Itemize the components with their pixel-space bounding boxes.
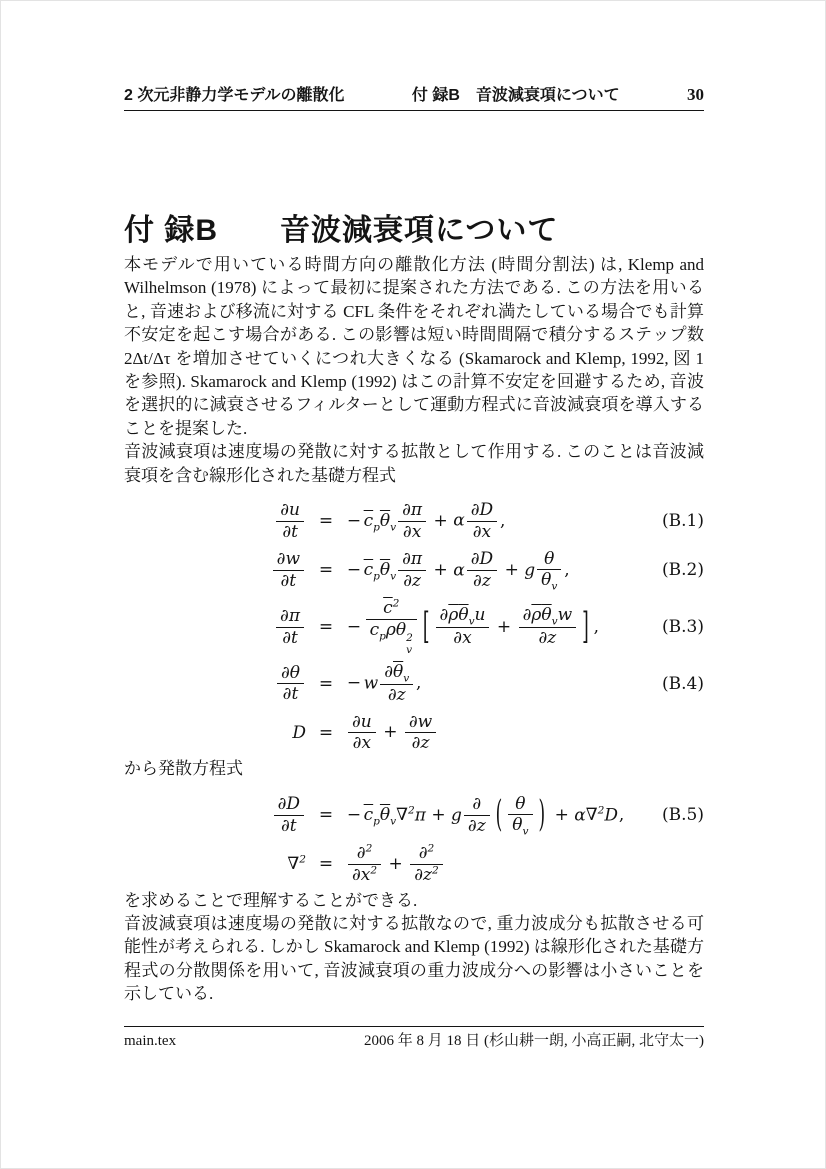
math-symbol-group: [379, 559, 397, 583]
fraction-numerator: [436, 605, 490, 627]
superscript: 2: [406, 631, 413, 644]
math-symbol: ∂t: [282, 627, 298, 648]
equation-lhs: [275, 663, 306, 705]
fraction-denominator: [519, 627, 577, 649]
math-symbol-group: [363, 804, 380, 828]
equation-row-b.2: [124, 546, 704, 596]
overbar-symbol: $\overline{\theta}$: [379, 559, 391, 580]
fraction-denominator: [398, 570, 426, 592]
subscript: p: [373, 521, 380, 534]
superscript: 2: [370, 864, 378, 877]
math-symbol: g: [524, 559, 536, 580]
math-fraction: [276, 606, 304, 648]
math-symbol-group: [363, 510, 380, 534]
math-operator: −: [346, 804, 362, 825]
subscript: v: [522, 825, 529, 838]
math-fraction: [276, 500, 304, 542]
math-symbol: α: [574, 804, 586, 825]
math-symbol: ∂t: [280, 815, 297, 836]
fraction-numerator: [274, 794, 304, 815]
math-symbol-group: [541, 570, 558, 593]
math-operator: +: [388, 853, 403, 874]
paragraph-gravity-wave: 音波減衰項は速度場の発散に対する拡散なので, 重力波成分も拡散させる可能性が考えられる. しかし Skamarock and Klemp (1992) は線形化された基礎方程式の分散関係を用いて, 音波減衰項の重力波成分への影響は小さいことを示している.: [124, 914, 704, 1004]
math-fraction: [274, 794, 304, 836]
math-symbol: ∂: [356, 843, 366, 864]
math-fraction: [508, 794, 532, 838]
appendix-title: 付 録B 音波減衰項について: [124, 214, 559, 247]
math-fraction: [410, 843, 442, 885]
math-symbol-group: [419, 843, 435, 863]
math-symbol: ∂w: [276, 549, 300, 570]
math-symbol: g: [451, 804, 462, 825]
fraction-denominator: [273, 570, 304, 592]
superscript: 2: [597, 804, 605, 817]
overbar-symbol: $\overline{\theta}$: [379, 510, 391, 531]
math-symbol: ∂z: [411, 733, 430, 754]
subscript: p: [373, 570, 380, 583]
math-fraction: [348, 712, 376, 754]
math-operator: ,: [593, 616, 600, 637]
math-symbol: D: [292, 722, 306, 743]
math-fraction: [537, 549, 561, 593]
superscript: 2: [431, 864, 439, 877]
math-fraction: [348, 843, 381, 885]
fraction-numerator: [348, 843, 381, 864]
fraction-numerator: [508, 794, 532, 815]
math-symbol-group: [396, 805, 415, 825]
equation-row-b.3: [124, 595, 704, 659]
page-footer: [124, 1026, 704, 1051]
math-symbol: ∂: [384, 661, 393, 682]
math-symbol: x: [360, 864, 371, 885]
fraction-numerator: [273, 549, 304, 570]
math-symbol: ∂w: [408, 711, 433, 732]
math-symbol: ∇: [585, 804, 598, 825]
math-symbol-group: [448, 605, 458, 625]
paragraph-intro: 本モデルで用いている時間方向の離散化方法 (時間分割法) は, Klemp and Wilhelmson (1978) によって最初に提案された方法である. この方法を用いると, 音速および移流に対する CFL 条件をそれぞれ満たしている場合でも計算不安定を起こす場合がある. この影響は短い時間間隔で積分するステップ数 2Δt/Δτ を増加させていくにつれ大きくなる (Skamarock and Klemp, 1992, 図 1 を参照). Skamarock and Klemp (1992) はこの計算不安定を回避するため, 音波を選択的に減衰させるフィルターとして運動方程式に音波減衰項を導入することを提案した.: [124, 255, 704, 438]
math-symbol: ∂t: [282, 521, 298, 542]
equation-relation: =: [318, 511, 334, 532]
fraction-numerator: [467, 549, 497, 570]
fraction-numerator: [366, 598, 417, 619]
subscript: v: [551, 615, 558, 628]
page-number: 30: [686, 85, 704, 104]
overbar-symbol: $\overline{c}$: [363, 804, 374, 825]
math-symbol: ∂: [414, 864, 424, 885]
page-header: [124, 85, 704, 111]
math-symbol: ∂θ: [280, 662, 300, 683]
math-symbol: ∂: [439, 605, 449, 626]
paragraph-damping-intro: 音波減衰項は速度場の発散に対する拡散として作用する. このことは音波減衰項を含む線形化された基礎方程式: [124, 442, 704, 485]
math-delimiter: ): [538, 793, 546, 837]
math-delimiter: [: [422, 605, 430, 649]
subscript: v: [468, 615, 475, 628]
equation-row: [124, 709, 704, 757]
math-symbol: ∂D: [470, 549, 494, 570]
equation-block-1: [124, 497, 704, 757]
fraction-denominator: [467, 570, 497, 592]
math-operator: ,: [564, 559, 570, 580]
equation-number: (B.1): [662, 511, 704, 532]
fraction-numerator: [277, 663, 304, 684]
equation-relation: =: [318, 722, 334, 743]
math-symbol-group: [363, 559, 380, 583]
math-operator: −: [346, 616, 362, 637]
equation-relation: =: [318, 854, 334, 875]
math-symbol-group: [393, 661, 410, 685]
fraction-numerator: [398, 549, 426, 570]
equation-lhs: [287, 854, 306, 874]
math-symbol-group: [395, 619, 413, 656]
equation-rhs: [346, 794, 627, 838]
fraction-numerator: [398, 500, 426, 521]
math-operator: ,: [499, 510, 506, 531]
fraction-denominator: [405, 732, 436, 754]
fraction-denominator: [276, 521, 304, 543]
equation-lhs: [272, 794, 306, 836]
footer-filename: main.tex: [124, 1032, 177, 1049]
overbar-symbol: $\overline{\rho}$: [385, 619, 396, 640]
fraction-denominator: [436, 627, 490, 649]
math-symbol: ∂: [352, 864, 361, 885]
math-symbol: ∂π: [280, 605, 300, 626]
fraction-denominator: [398, 521, 426, 543]
equation-rhs: [346, 598, 602, 656]
fraction-numerator: [467, 500, 497, 521]
math-fraction: [467, 500, 497, 542]
equation-lhs: [274, 606, 306, 648]
math-symbol: ∂π: [402, 500, 423, 521]
paragraph-divergence-lead: から発散方程式: [124, 759, 243, 779]
header-rule: [124, 110, 704, 111]
overbar-symbol: $\overline{c}$: [363, 559, 374, 580]
fraction-denominator: [277, 683, 304, 705]
fraction-numerator: [276, 500, 304, 521]
math-fraction: [398, 549, 426, 591]
math-symbol: ∂u: [352, 711, 372, 732]
math-symbol-group: [379, 510, 397, 534]
equation-row: [124, 840, 704, 888]
equation-relation: =: [318, 673, 334, 694]
math-symbol: ∇: [396, 804, 408, 825]
footer-row: [124, 1031, 704, 1051]
math-symbol: ∂π: [402, 549, 423, 570]
math-symbol: ∂z: [403, 570, 421, 591]
math-operator: +: [496, 616, 512, 637]
math-operator: +: [433, 559, 448, 580]
fraction-numerator: [464, 794, 490, 815]
math-operator: +: [383, 722, 398, 743]
math-operator: ,: [416, 673, 422, 694]
math-symbol: α: [453, 559, 465, 580]
fraction-numerator: [348, 712, 376, 733]
subscript: p: [373, 815, 380, 828]
math-symbol: ∂: [472, 794, 482, 815]
math-symbol-group: [512, 815, 529, 838]
math-fraction: [436, 605, 490, 649]
math-operator: −: [346, 510, 362, 531]
math-symbol-group: [369, 619, 386, 643]
overbar-symbol: $\overline{\rho}$: [531, 605, 542, 626]
math-operator: +: [504, 559, 519, 580]
fraction-denominator: [537, 569, 561, 592]
equation-lhs: [271, 549, 306, 591]
math-fraction: [277, 663, 304, 705]
math-symbol: ∂x: [472, 521, 492, 542]
superscript: 2: [427, 842, 435, 855]
math-delimiter: (: [495, 793, 503, 837]
math-symbol-group: [423, 865, 439, 885]
fraction-denominator: [348, 864, 381, 886]
overbar-symbol: $\overline{c}$: [363, 510, 374, 531]
overbar-symbol: $\overline{c}$: [369, 619, 380, 640]
subscript: v: [390, 521, 397, 534]
equation-lhs: [274, 500, 306, 542]
fraction-denominator: [410, 864, 442, 886]
footer-rule: [124, 1026, 704, 1027]
fraction-denominator: [508, 814, 532, 837]
overbar-symbol: $\overline{\theta}$: [541, 570, 552, 591]
math-symbol: ∂z: [387, 684, 406, 705]
fraction-denominator: [348, 732, 376, 754]
overbar-symbol: $\overline{c}$: [383, 598, 393, 619]
superscript: 2: [299, 853, 306, 866]
fraction-numerator: [410, 843, 442, 864]
subscript: v: [390, 570, 397, 583]
math-symbol-group: [531, 605, 541, 625]
math-fraction: [398, 500, 426, 542]
equation-rhs: [346, 500, 508, 542]
math-symbol: ∂t: [280, 570, 297, 591]
math-operator: −: [346, 559, 362, 580]
running-head: [124, 85, 704, 106]
math-symbol: u: [474, 605, 486, 626]
math-fraction: [380, 662, 413, 706]
math-operator: ,: [618, 804, 625, 825]
equation-rhs: [346, 549, 572, 593]
superscript-subscript-stack: [406, 632, 413, 656]
overbar-symbol: $\overline{\theta}$: [458, 605, 469, 626]
equation-block-2: [124, 791, 704, 889]
math-symbol-group: [361, 865, 377, 885]
math-symbol-group: [383, 598, 399, 618]
math-symbol: ∂t: [282, 684, 299, 705]
math-symbol: ∂x: [402, 521, 422, 542]
math-symbol: ∂D: [277, 794, 300, 815]
footer-date-authors: 2006 年 8 月 18 日 (杉山耕一朗, 小高正嗣, 北守太一): [364, 1032, 704, 1049]
math-symbol: ∂z: [538, 628, 557, 649]
equation-row-b.4: [124, 659, 704, 709]
equation-rhs: [346, 843, 445, 885]
math-delimiter: ]: [582, 605, 589, 649]
math-symbol: ∂D: [470, 500, 494, 521]
fraction-denominator: [274, 815, 304, 837]
math-symbol-group: [586, 805, 605, 825]
math-symbol-group: [458, 605, 475, 628]
overbar-symbol: $\overline{\rho}$: [448, 605, 459, 626]
subscript: p: [379, 630, 386, 643]
subscript: v: [403, 672, 410, 685]
equation-relation: =: [318, 617, 334, 638]
math-operator: +: [431, 804, 446, 825]
overbar-symbol: $\overline{\theta}$: [393, 661, 404, 682]
math-operator: +: [554, 804, 569, 825]
overbar-symbol: $\overline{\theta}$: [395, 619, 407, 640]
math-symbol: ∂: [418, 843, 428, 864]
subscript: v: [406, 643, 413, 656]
equation-rhs: [346, 712, 438, 754]
overbar-symbol: $\overline{\theta}$: [379, 804, 391, 825]
math-symbol: ∂x: [352, 733, 372, 754]
math-symbol: z: [423, 864, 432, 885]
math-symbol-group: [541, 605, 558, 628]
math-symbol-group: [386, 620, 396, 640]
math-symbol: w: [557, 605, 573, 626]
fraction-denominator: [380, 684, 413, 706]
fraction-numerator: [405, 712, 436, 733]
math-fraction: [405, 712, 436, 754]
math-operator: −: [346, 673, 362, 694]
math-symbol: ∂u: [280, 500, 300, 521]
math-symbol: ∂x: [453, 628, 472, 649]
subscript: v: [551, 580, 558, 593]
math-symbol: D: [604, 804, 618, 825]
equation-number: (B.5): [662, 805, 704, 826]
equation-row-b.1: [124, 497, 704, 545]
fraction-numerator: [380, 662, 413, 684]
fraction-denominator: [366, 619, 417, 656]
equation-lhs: [292, 723, 306, 743]
math-symbol-group: [379, 804, 397, 828]
overbar-symbol: $\overline{\theta}$: [541, 605, 552, 626]
math-symbol: ∂: [522, 605, 532, 626]
math-fraction: [366, 598, 417, 656]
subscript: v: [390, 815, 397, 828]
equation-relation: =: [318, 805, 334, 826]
superscript: 2: [365, 842, 373, 855]
math-fraction: [464, 794, 490, 836]
math-symbol: α: [453, 510, 465, 531]
math-symbol: π: [414, 804, 426, 825]
header-center-title: 付 録B 音波減衰項について: [411, 87, 620, 104]
equation-rhs: [346, 662, 424, 706]
superscript: 2: [408, 804, 415, 817]
header-left-title: 2 次元非静力学モデルの離散化: [124, 87, 345, 104]
equation-number: (B.2): [662, 560, 704, 581]
equation-number: (B.4): [662, 673, 704, 694]
math-symbol: ∂z: [473, 570, 491, 591]
equation-number: (B.3): [662, 617, 704, 638]
fraction-numerator: [537, 549, 561, 570]
paragraph-understanding: を求めることで理解することができる.: [124, 890, 418, 910]
fraction-numerator: [519, 605, 577, 627]
equation-row-b.5: [124, 791, 704, 841]
fraction-denominator: [467, 521, 497, 543]
math-fraction: [467, 549, 497, 591]
math-fraction: [519, 605, 577, 649]
math-fraction: [273, 549, 304, 591]
fraction-numerator: [276, 606, 304, 627]
math-symbol: θ: [515, 793, 526, 814]
math-symbol-group: [357, 843, 373, 863]
fraction-denominator: [276, 627, 304, 649]
overbar-symbol: $\overline{\theta}$: [512, 815, 523, 836]
fraction-denominator: [464, 815, 490, 837]
math-symbol: w: [363, 673, 379, 694]
math-symbol: ∇: [287, 854, 300, 875]
equation-relation: =: [318, 560, 334, 581]
math-symbol-group: [287, 854, 306, 874]
math-symbol: ∂z: [467, 815, 486, 836]
math-operator: +: [433, 510, 448, 531]
superscript: 2: [392, 597, 400, 610]
math-symbol: θ: [544, 548, 555, 569]
